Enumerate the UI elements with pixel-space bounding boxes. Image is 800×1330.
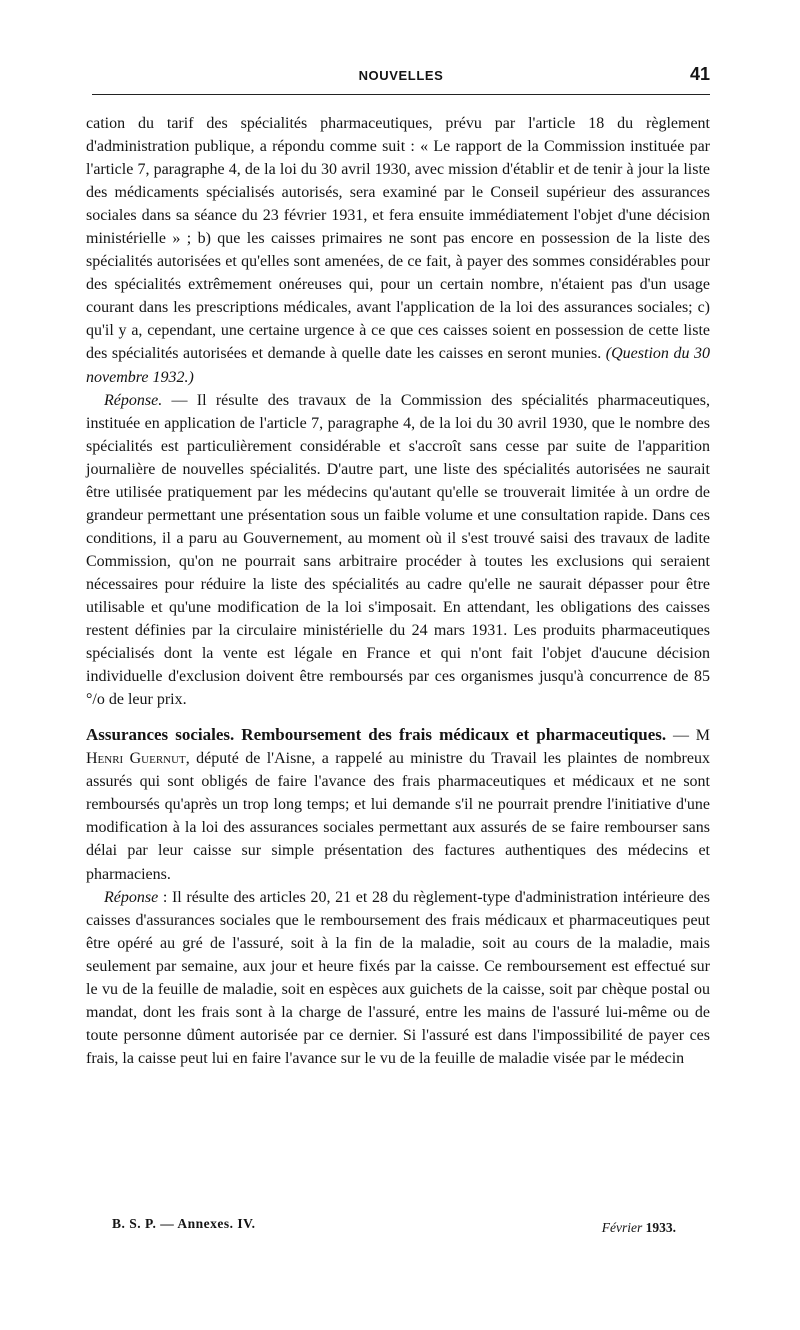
issue-date bbox=[602, 1220, 676, 1236]
article-1-reponse bbox=[86, 389, 710, 712]
article-1-question bbox=[86, 112, 710, 389]
article-2-question bbox=[86, 723, 710, 885]
article-2-question-text: , député de l'Aisne, a rappelé au ministre du Travail les plaintes de nombreux assurés qui sont obligés de faire l'avance des frais pharmaceutiques et médicaux et ne sont remboursés qu'après un trop long temps; et lui demande s'il ne pourrait prendre l'initiative d'une modification à la loi des assurances sociales permettant aux assurés de se faire rembourser sans délai par leur caisse sur simple présentation des factures authentiques des médecins et pharmaciens. bbox=[86, 750, 710, 883]
body-text bbox=[86, 112, 710, 1070]
article-1-reponse-text: — Il résulte des travaux de la Commission des spécialités pharmaceutiques, instituée en application de l'article 7, paragraphe 4, de la loi du 30 avril 1930, que le nombre des spécialités est particulièrement considérable et s'accroît sans cesse par suite de l'apparition journalière de nouvelles spécialités. D'autre part, une liste des spécialités autorisées ne saurait être utilisée pratiquement par les médecins qu'autant qu'elle se trouverait limitée à un ordre de grandeur permettant une présentation sous un faible volume et une consultation rapide. Dans ces conditions, il a paru au Gouvernement, au moment où il s'est trouvé saisi des travaux de ladite Commission, qu'on ne pourrait sans arbitraire procéder à toutes les exclusions qui seraient nécessaires pour réduire la liste des spécialités au cadre qu'elle ne saurait dépasser pour être utilisable et qu'une modification de la loi s'imposait. En attendant, les obligations des caisses restent définies par la circulaire ministérielle du 24 mars 1931. Les produits pharmaceutiques spécialisés dont la vente est légale en France et qui n'ont fait l'objet d'aucune décision individuelle d'exclusion doivent être remboursés par ces organismes jusqu'à concurrence de 85 °/o de leur prix. bbox=[86, 391, 711, 709]
page-footer bbox=[112, 1212, 676, 1235]
article-2-reponse bbox=[86, 886, 710, 1070]
issue-month: Février bbox=[601, 1220, 643, 1235]
question-date-reference: (Question du 30 novembre 1932.) bbox=[86, 345, 710, 386]
heading-dash: — M bbox=[666, 727, 710, 745]
reponse-label-2: Réponse bbox=[104, 888, 159, 906]
running-header bbox=[92, 64, 710, 95]
article-2-heading: Assurances sociales. Remboursement des frais médicaux et pharmaceutiques. bbox=[86, 725, 667, 745]
article-2-reponse-text: : Il résulte des articles 20, 21 et 28 du règlement-type d'administration intérieure des caisses d'assurances sociales que le remboursement des frais médicaux et pharmaceutiques peut être opéré au gré de l'assuré, soit à la fin de la maladie, soit au cours de la maladie, mais seulement par semaine, aux jour et heure fixés par la caisse. Ce remboursement est effectué sur le vu de la feuille de maladie, soit en espèces aux guichets de la caisse, soit par chèque postal ou mandat, dont les frais sont à la charge de l'assuré, entre les mains de l'assuré lui-même ou de toute personne dûment autorisée par ce dernier. Si l'assuré est dans l'impossibilité de payer ces frais, la caisse peut lui en faire l'avance sur le vu de la feuille de maladie visée par le médecin bbox=[86, 888, 710, 1067]
running-title: NOUVELLES bbox=[358, 68, 444, 83]
article-1-question-text: cation du tarif des spécialités pharmaceutiques, prévu par l'article 18 du règlement d'administration publique, a répondu comme suit : « Le rapport de la Commission instituée par l'article 7, paragraphe 4, de la loi du 30 avril 1930, avec mission d'établir et de tenir à jour la liste des médicaments spécialisés autorisés, sera examiné par le Conseil supérieur des assurances sociales dans sa séance du 23 février 1931, et fera ensuite immédiatement l'objet d'une décision ministérielle » ; b) que les caisses primaires ne sont pas encore en possession de la liste des spécialités autorisées et qu'elles sont amenées, de ce fait, à payer des sommes considérables pour des spécialités extrêmement onéreuses qui, pour un certain nombre, n'étaient pas d'un usage courant dans les prescriptions médicales, avant l'application de la loi des assurances sociales; c) qu'il y a, cependant, une certaine urgence à ce que ces caisses soient en possession de cette liste des spécialités autorisées et demande à quelle date les caisses en seront munies. bbox=[86, 115, 710, 363]
journal-reference: B. S. P. — Annexes. IV. bbox=[112, 1216, 256, 1231]
page-number: 41 bbox=[689, 64, 710, 84]
reponse-label: Réponse. bbox=[104, 391, 163, 409]
issue-year: 1933. bbox=[645, 1220, 676, 1235]
deputy-name: Henri Guernut bbox=[86, 750, 186, 768]
